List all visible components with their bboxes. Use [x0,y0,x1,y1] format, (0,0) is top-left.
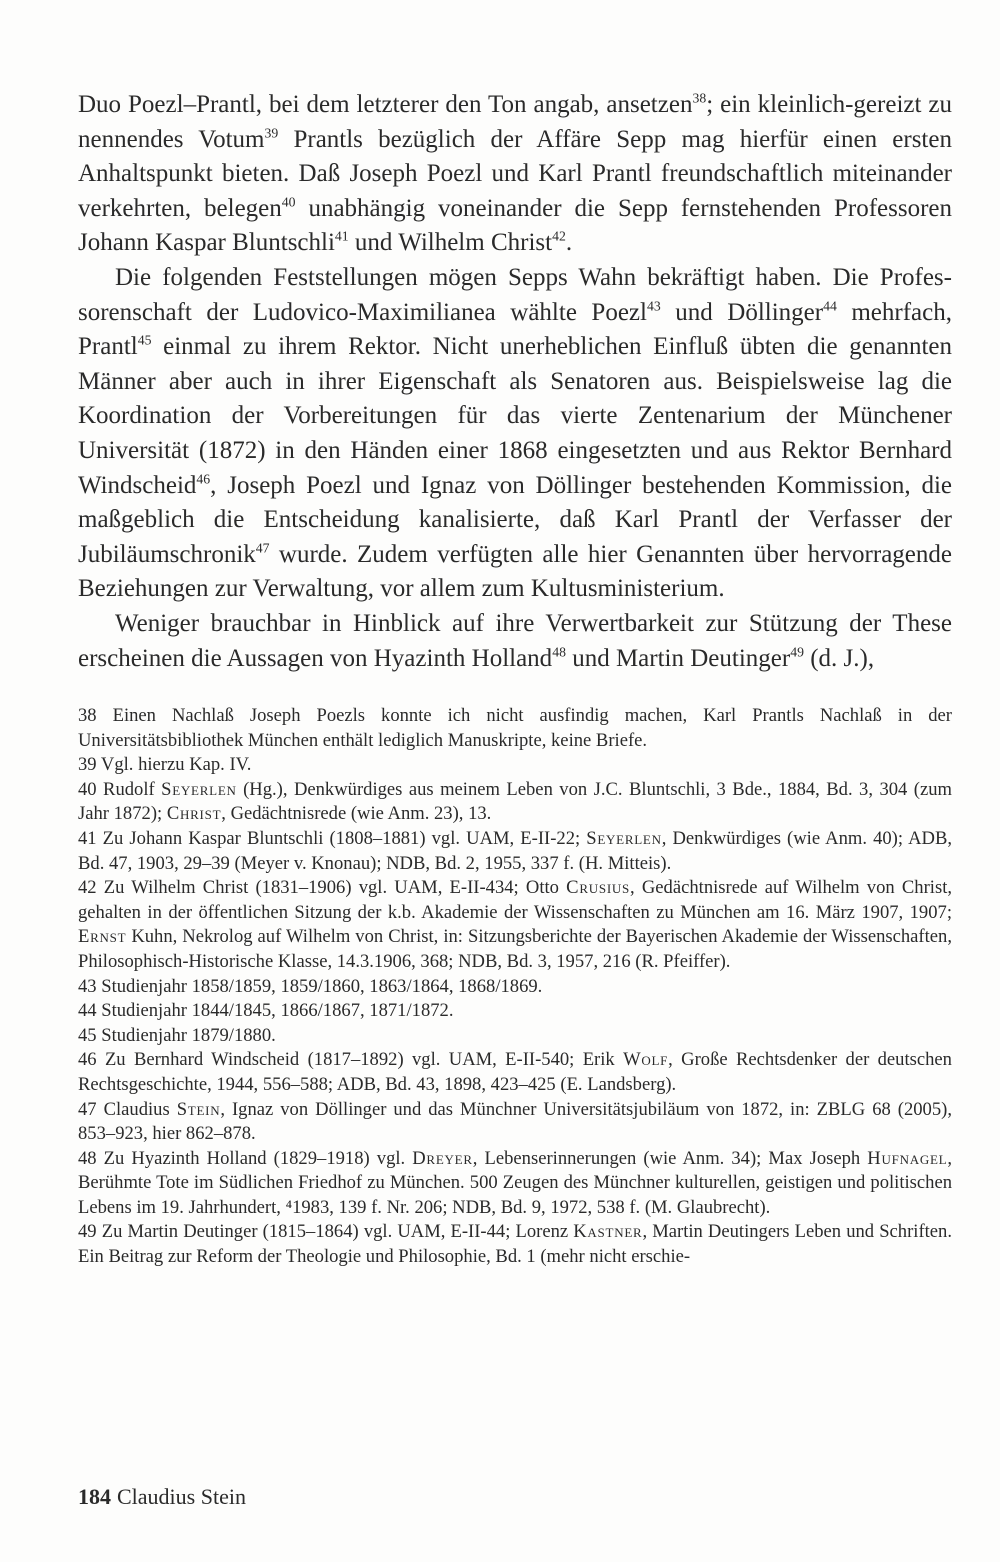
footnote-ref-47: 47 [255,540,270,556]
text: Die folgenden Feststellungen mögen Sepps Wahn bekräftigt haben. Die Professorenschaft der Ludovico-Maximilianea wählte Poezl [78,263,952,326]
author-name: Hufnagel [867,1147,948,1169]
footnote-ref-44: 44 [823,297,837,313]
footnote-49 [78,1220,952,1269]
text: Duo Poezl–Prantl, bei dem letzterer den Ton angab, ansetzen [78,91,693,118]
running-author: Claudius Stein [117,1484,246,1509]
text: einmal zu ihrem Rektor. Nicht unerheblichen Einfluß übten die genannten Männer aber auch in ihrer Eigenschaft als Senatoren aus. Beispielsweise lag die Koordination der Vorbereitungen für das vierte Zentenarium der Münchener Universität (1872) in den Händen einer 1868 eingesetzten und aus Rektor Bernhard Windscheid [78,333,952,499]
footnotes [78,704,952,1270]
footnote-42 [78,876,952,974]
author-name: Wolf [623,1049,669,1071]
text: , Ignaz von Döllinger und das Münchner Universitätsjubiläum von 1872, in: ZBLG 68 (2005), 853–923, hier 862–878. [78,1098,952,1145]
paragraph-3 [78,607,952,676]
footnote-46 [78,1048,952,1097]
text: Weniger brauchbar in Hinblick auf ihre Verwertbarkeit zur Stützung der These erscheinen die Aussagen von Hyazinth Holland [78,609,952,672]
author-name: Seyerlen [161,778,237,800]
paragraph-1 [78,88,952,261]
text: 40 Rudolf [78,778,162,800]
text: 47 Claudius [78,1098,177,1120]
text: mehrfach, Prantl [78,298,952,361]
text: , Joseph Poezl und Ignaz von Döllinger bestehenden Kommission, die maßgeblich die Entscheidung kanalisierte, daß Karl Prantl der Verfasser der Jubiläumschronik [78,471,952,568]
author-name: Crusius [566,877,631,899]
author-name: Ernst [78,926,127,948]
footnote-ref-40: 40 [281,194,296,210]
text: , Große Rechtsdenker der deutschen Rechtsgeschichte, 1944, 556–588; ADB, Bd. 43, 1898, 423–425 (E. Landsberg). [78,1049,952,1095]
page-footer [78,1484,246,1510]
text: und Döllinger [660,298,824,326]
text: . [565,229,573,257]
text: und Martin Deutinger [565,644,791,672]
text: (d. J.), [803,644,875,672]
text: 42 Zu Wilhelm Christ (1831–1906) vgl. UAM, E-II-434; Otto [78,877,567,899]
footnote-44: 44 Studienjahr 1844/1845, 1866/1867, 1871/1872. [78,1000,454,1022]
text: , Berühmte Tote im Südlichen Friedhof zu München. 500 Zeugen des Münchner kulturellen, geistigen und politischen Lebens im 19. Jahrhundert, ⁴1983, 139 f. Nr. 206; NDB, Bd. 9, 1972, 538 f. (M. Glaubrecht). [78,1147,952,1218]
author-name: Seyerlen [586,827,662,849]
footnote-ref-41: 41 [334,228,349,244]
text: unabhängig voneinander die Sepp fernstehenden Professoren Johann Kaspar Bluntschli [78,194,953,257]
text: , Gedächtnisrede auf Wilhelm von Christ, gehalten in der öffentlichen Sitzung der k.b. Akademie der Wissenschaften zu München am 16. März 1907, 1907; [78,877,953,923]
page-number: 184 [78,1484,111,1509]
text: Kuhn, Nekrolog auf Wilhelm von Christ, in: Sitzungsberichte der Bayerischen Akademie der Wissenschaften, Philosophisch-Historische Klasse, 14.3.1906, 368; NDB, Bd. 3, 1957, 216 (R. Pfeiffer). [78,926,952,972]
footnote-ref-45: 45 [137,332,152,348]
paragraph-2 [78,261,952,607]
footnote-ref-49: 49 [790,643,804,659]
footnote-45: 45 Studienjahr 1879/1880. [78,1024,276,1046]
footnote-47 [78,1098,952,1147]
text: 49 Zu Martin Deutinger (1815–1864) vgl. UAM, E-II-44; Lorenz [78,1221,574,1243]
text: , Martin Deutingers Leben und Schriften. Ein Beitrag zur Reform der Theologie und Philosophie, Bd. 1 (mehr nicht erschie- [78,1221,953,1268]
footnote-ref-38: 38 [692,90,707,106]
footnote-41 [78,827,952,876]
text: und Wilhelm Christ [348,229,553,257]
footnote-ref-46: 46 [196,470,211,486]
footnote-ref-42: 42 [552,228,566,244]
footnote-43: 43 Studienjahr 1858/1859, 1859/1860, 1863/1864, 1868/1869. [78,975,543,997]
text: (Hg.), Denkwürdiges aus meinem Leben von J.C. Bluntschli, 3 Bde., 1884, Bd. 3, 304 (zum Jahr 1872); [78,778,952,825]
text: 46 Zu Bernhard Windscheid (1817–1892) vgl. UAM, E-II-540; Erik [78,1049,624,1071]
author-name: Christ [166,803,222,825]
author-name: Dreyer [412,1147,473,1169]
footnote-48 [78,1147,952,1221]
text: ; ein kleinlich-gereizt zu nennendes Votum [78,91,952,153]
text: Prantls bezüglich der Affäre Sepp mag hierfür einen ersten Anhaltspunkt bieten. Daß Joseph Poezl und Karl Prantl freundschaftlich miteinander verkehrten, belegen [78,125,952,222]
text: wurde. Zudem verfügten alle hier Genannten über hervorragende Beziehungen zur Verwaltung, vor allem zum Kultusministerium. [78,540,952,603]
main-text [78,88,952,676]
text: , Gedächtnisrede (wie Anm. 23), 13. [221,803,492,825]
author-name: Stein [176,1098,221,1120]
footnote-38: 38 Einen Nachlaß Joseph Poezls konnte ich nicht ausfindig machen, Karl Prantls Nachlaß in der Universitätsbibliothek München enthält lediglich Manuskripte, keine Briefe. [78,705,952,751]
footnote-40 [78,778,952,827]
footnote-39: 39 Vgl. hierzu Kap. IV. [78,754,252,776]
footnote-ref-39: 39 [264,124,279,140]
text: , Denkwürdiges (wie Anm. 40); ADB, Bd. 47, 1903, 29–39 (Meyer v. Knonau); NDB, Bd. 2, 1955, 337 f. (H. Mitteis). [78,827,952,874]
text: 48 Zu Hyazinth Holland (1829–1918) vgl. [78,1147,413,1169]
footnote-ref-48: 48 [552,643,566,659]
footnote-ref-43: 43 [646,297,661,313]
text: 41 Zu Johann Kaspar Bluntschli (1808–1881) vgl. UAM, E-II-22; [78,827,587,849]
author-name: Kastner [573,1221,643,1243]
text: , Lebenserinnerungen (wie Anm. 34); Max Joseph [472,1147,868,1169]
